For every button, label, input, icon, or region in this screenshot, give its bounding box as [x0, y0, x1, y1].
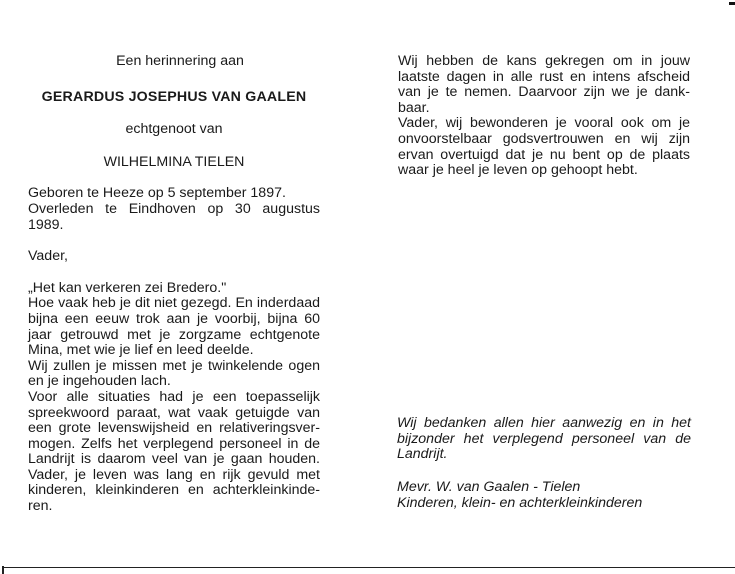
eulogy-line: Voor alle situaties had je een toepasselijk — [28, 388, 320, 405]
farewell-line: laatste dagen in alle rust en intens afscheid — [398, 68, 690, 85]
eulogy-line: kinderen, kleinkinderen en achterkleinkinde- — [28, 482, 320, 499]
farewell-line: waar je heel je leven op gehoopt hebt. — [398, 162, 638, 179]
thanks-line: bijzonder het verplegend personeel van de — [397, 430, 691, 447]
eulogy-line: Mina, met wie je lief en leed deelde. — [28, 342, 254, 359]
eulogy-line: Vader, je leven was lang en rijk gevuld met — [28, 466, 320, 483]
spouse-intro: echtgenoot van — [125, 121, 223, 138]
eulogy-line: Wij zullen je missen met je twinkelende ogen — [28, 357, 320, 374]
eulogy-line: „Het kan verkeren zei Bredero." — [28, 279, 227, 296]
signature-line: Kinderen, klein- en achterkleinkinderen — [397, 494, 643, 511]
thanks-block — [397, 416, 691, 463]
signature-line: Mevr. W. van Gaalen - Tielen — [397, 479, 581, 495]
eulogy-line: spreekwoord paraat, wat vaak getuigde van — [28, 404, 320, 421]
eulogy-line: Landrijt is daarom veel van je gaan houden. — [28, 451, 320, 468]
deceased-name: GERARDUS JOSEPHUS VAN GAALEN — [41, 88, 307, 105]
eulogy-line: en je ingehouden lach. — [28, 373, 171, 390]
eulogy-line: bijna een eeuw trok aan je voorbij, bijna 60 — [28, 310, 320, 327]
address-line: Vader, — [28, 248, 68, 265]
left-column — [28, 54, 320, 515]
eulogy-line: jaar getrouwd met je zorgzame echtgenote — [28, 326, 320, 343]
birth-death-block — [28, 186, 320, 233]
card-bottom-edge — [2, 567, 735, 569]
signature-block — [397, 480, 691, 511]
intro-text: Een herinnering aan — [116, 53, 244, 69]
eulogy-line: ren. — [28, 498, 53, 515]
eulogy-line: een grote levenswijsheid en relativeringsver- — [28, 420, 320, 437]
thanks-line: Landrijt. — [397, 446, 448, 463]
farewell-line: ervan overtuigd dat je nu bent op de plaats — [398, 146, 690, 163]
farewell-line: baar. — [398, 99, 430, 116]
right-column-text — [398, 54, 690, 179]
eulogy-body — [28, 281, 320, 515]
farewell-line: Wij hebben de kans gekregen om in jouw — [398, 53, 690, 69]
scan-edge-mark — [729, 2, 735, 5]
thanks-line: Wij bedanken allen hier aanwezig en in het — [397, 415, 691, 431]
eulogy-line: Hoe vaak heb je dit niet gezegd. En inderdaad — [28, 295, 320, 312]
death-year-line: 1989. — [28, 216, 64, 233]
spouse-name: WILHELMINA TIELEN — [103, 153, 245, 170]
farewell-line: Vader, wij bewonderen je vooral ook om je — [398, 115, 690, 132]
eulogy-line: mogen. Zelfs het verplegend personeel in de — [28, 435, 320, 452]
farewell-line: van je te nemen. Daarvoor zijn we je dank- — [398, 84, 690, 101]
birth-line: Geboren te Heeze op 5 september 1897. — [28, 185, 286, 202]
death-line: Overleden te Eindhoven op 30 augustus — [28, 200, 320, 217]
farewell-line: onvoorstelbaar godsvertrouwen en wij zijn — [398, 130, 690, 147]
card-corner-edge — [2, 566, 4, 574]
